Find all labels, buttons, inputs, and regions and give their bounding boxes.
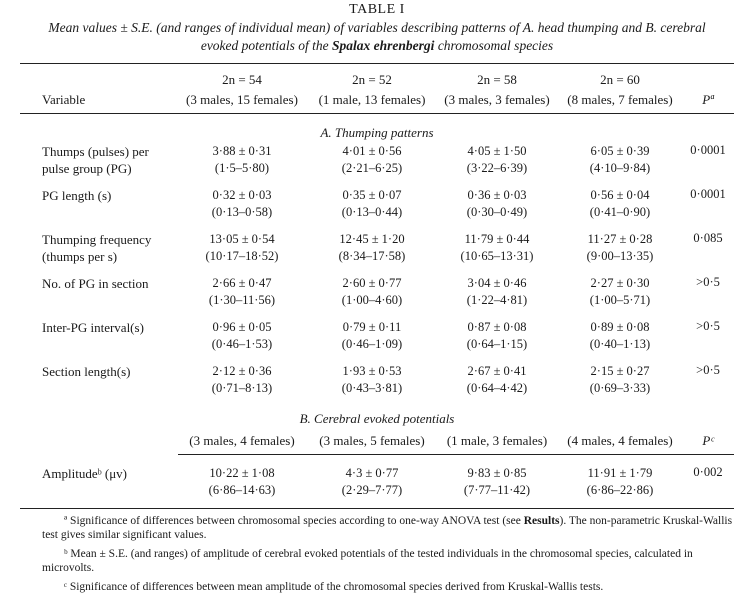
header-col-2-name: 2n = 52 [352, 72, 392, 87]
footnote-a-end: ). The non-parametric Kruskal-Wallis test gives similar significant values. [42, 515, 733, 541]
cell-mean-se: 2·66 ± 0·47 [212, 276, 272, 290]
header-col-4-sub: (8 males, 7 females) [567, 92, 673, 107]
footnote-c: ᶜ Significance of differences between mean amplitude of the chromosomal species derived from Kruskal-Wallis tests. [64, 581, 604, 593]
caption-species: Spalax ehrenbergi [332, 38, 435, 53]
header-b-col-4: (4 males, 4 females) [567, 433, 673, 448]
cell-range: (1·00–4·60) [341, 293, 403, 307]
cell-range: (6·86–14·63) [208, 483, 276, 497]
header-p: Pª [702, 92, 714, 107]
row-label: Thumps (pulses) per [42, 144, 149, 159]
header-b-col-1: (3 males, 4 females) [189, 433, 295, 448]
cell-mean-se: 12·45 ± 1·20 [339, 232, 405, 246]
cell-range: (10·17–18·52) [205, 249, 279, 263]
cell-range: (2·21–6·25) [341, 161, 403, 175]
top-rule [20, 63, 734, 64]
cell-mean-se: 0·79 ± 0·11 [342, 320, 402, 334]
header-col-3-name: 2n = 58 [477, 72, 517, 87]
row-label: No. of PG in section [42, 276, 149, 291]
footnote-b: ᵇ Mean ± S.E. (and ranges) of amplitude of cerebral evoked potentials of the tested individuals in the chromosomal species, calculated in microvolts. [42, 548, 693, 574]
footnote-a [42, 514, 736, 542]
cell-mean-se: 10·22 ± 1·08 [209, 466, 275, 480]
cell-mean-se: 1·93 ± 0·53 [342, 364, 402, 378]
cell-mean-se: 6·05 ± 0·39 [590, 144, 650, 158]
cell-p-value: >0·5 [696, 275, 720, 289]
cell-mean-se: 2·67 ± 0·41 [467, 364, 527, 378]
header-variable: Variable [42, 92, 86, 107]
cell-mean-se: 3·88 ± 0·31 [212, 144, 272, 158]
cell-mean-se: 0·56 ± 0·04 [590, 188, 650, 202]
header-col-1-sub: (3 males, 15 females) [186, 92, 298, 107]
cell-range: (0·41–0·90) [589, 205, 651, 219]
cell-range: (6·86–22·86) [586, 483, 654, 497]
cell-range: (0·13–0·44) [341, 205, 403, 219]
cell-mean-se: 2·15 ± 0·27 [590, 364, 650, 378]
caption-line-2 [0, 38, 754, 54]
cell-mean-se: 0·87 ± 0·08 [467, 320, 527, 334]
row-label: Inter-PG interval(s) [42, 320, 144, 335]
cell-range: (3·22–6·39) [466, 161, 528, 175]
header-col-1-name: 2n = 54 [222, 72, 262, 87]
row-label: Section length(s) [42, 364, 131, 379]
header-col-4-name: 2n = 60 [600, 72, 640, 87]
row-label-continued: pulse group (PG) [42, 161, 132, 176]
cell-range: (1·30–11·56) [208, 293, 276, 307]
cell-range: (0·64–4·42) [466, 381, 528, 395]
caption-line-2-start: evoked potentials of the [200, 38, 333, 53]
cell-mean-se: 11·91 ± 1·79 [587, 466, 653, 480]
header-col-3-sub: (3 males, 3 females) [444, 92, 550, 107]
cell-mean-se: 0·35 ± 0·07 [342, 188, 402, 202]
header-rule [20, 113, 734, 114]
cell-range: (0·46–1·09) [341, 337, 403, 351]
cell-range: (0·71–8·13) [211, 381, 273, 395]
cell-mean-se: 3·04 ± 0·46 [467, 276, 527, 290]
header-b-p: Pᶜ [702, 433, 714, 448]
cell-range: (9·00–13·35) [586, 249, 654, 263]
cell-range: (10·65–13·31) [460, 249, 534, 263]
cell-range: (1·22–4·81) [466, 293, 528, 307]
cell-range: (0·43–3·81) [341, 381, 403, 395]
cell-mean-se: 4·01 ± 0·56 [342, 144, 402, 158]
caption-line-1: Mean values ± S.E. (and ranges of individual mean) of variables describing patterns of A. head thumping and B. cerebral [48, 20, 706, 35]
cell-mean-se: 11·79 ± 0·44 [464, 232, 530, 246]
cell-range: (0·13–0·58) [211, 205, 273, 219]
cell-p-value: 0·0001 [690, 143, 726, 157]
cell-range: (8·34–17·58) [338, 249, 406, 263]
cell-mean-se: 2·60 ± 0·77 [342, 276, 402, 290]
cell-p-value: 0·0001 [690, 187, 726, 201]
cell-mean-se: 0·36 ± 0·03 [467, 188, 527, 202]
cell-range: (0·64–1·15) [466, 337, 528, 351]
cell-range: (0·46–1·53) [211, 337, 273, 351]
cell-range: (0·30–0·49) [466, 205, 528, 219]
row-label: Amplitudeᵇ (μv) [42, 466, 128, 481]
cell-mean-se: 0·89 ± 0·08 [590, 320, 650, 334]
section-b-header-rule [178, 454, 734, 455]
footnote-a-start: ª Significance of differences between chromosomal species according to one-way ANOVA test (see [64, 515, 524, 527]
cell-p-value: >0·5 [696, 363, 720, 377]
bottom-rule [20, 508, 734, 509]
footnote-a-results: Results [523, 515, 560, 527]
cell-range: (1·5–5·80) [214, 161, 270, 175]
cell-p-value: 0·085 [693, 231, 723, 245]
caption-line-2-end: chromosomal species [434, 38, 554, 53]
cell-range: (7·77–11·42) [463, 483, 531, 497]
cell-mean-se: 2·27 ± 0·30 [590, 276, 650, 290]
header-b-col-3: (1 male, 3 females) [446, 433, 548, 448]
cell-mean-se: 2·12 ± 0·36 [212, 364, 272, 378]
header-b-col-2: (3 males, 5 females) [319, 433, 425, 448]
table-label: TABLE I [349, 2, 405, 17]
cell-mean-se: 13·05 ± 0·54 [209, 232, 275, 246]
cell-range: (0·69–3·33) [589, 381, 651, 395]
row-label: Thumping frequency [42, 232, 152, 247]
cell-mean-se: 4·3 ± 0·77 [345, 466, 399, 480]
row-label-continued: (thumps per s) [42, 249, 118, 264]
cell-range: (2·29–7·77) [341, 483, 403, 497]
cell-range: (1·00–5·71) [589, 293, 651, 307]
cell-mean-se: 9·83 ± 0·85 [467, 466, 527, 480]
cell-range: (0·40–1·13) [589, 337, 651, 351]
cell-range: (4·10–9·84) [589, 161, 651, 175]
cell-p-value: 0·002 [693, 465, 723, 479]
cell-mean-se: 0·96 ± 0·05 [212, 320, 272, 334]
section-a-title: A. Thumping patterns [320, 125, 434, 140]
section-b-title: B. Cerebral evoked potentials [299, 411, 455, 426]
cell-p-value: >0·5 [696, 319, 720, 333]
cell-mean-se: 0·32 ± 0·03 [212, 188, 272, 202]
cell-mean-se: 11·27 ± 0·28 [587, 232, 653, 246]
cell-mean-se: 4·05 ± 1·50 [467, 144, 527, 158]
header-col-2-sub: (1 male, 13 females) [318, 92, 426, 107]
row-label: PG length (s) [42, 188, 112, 203]
